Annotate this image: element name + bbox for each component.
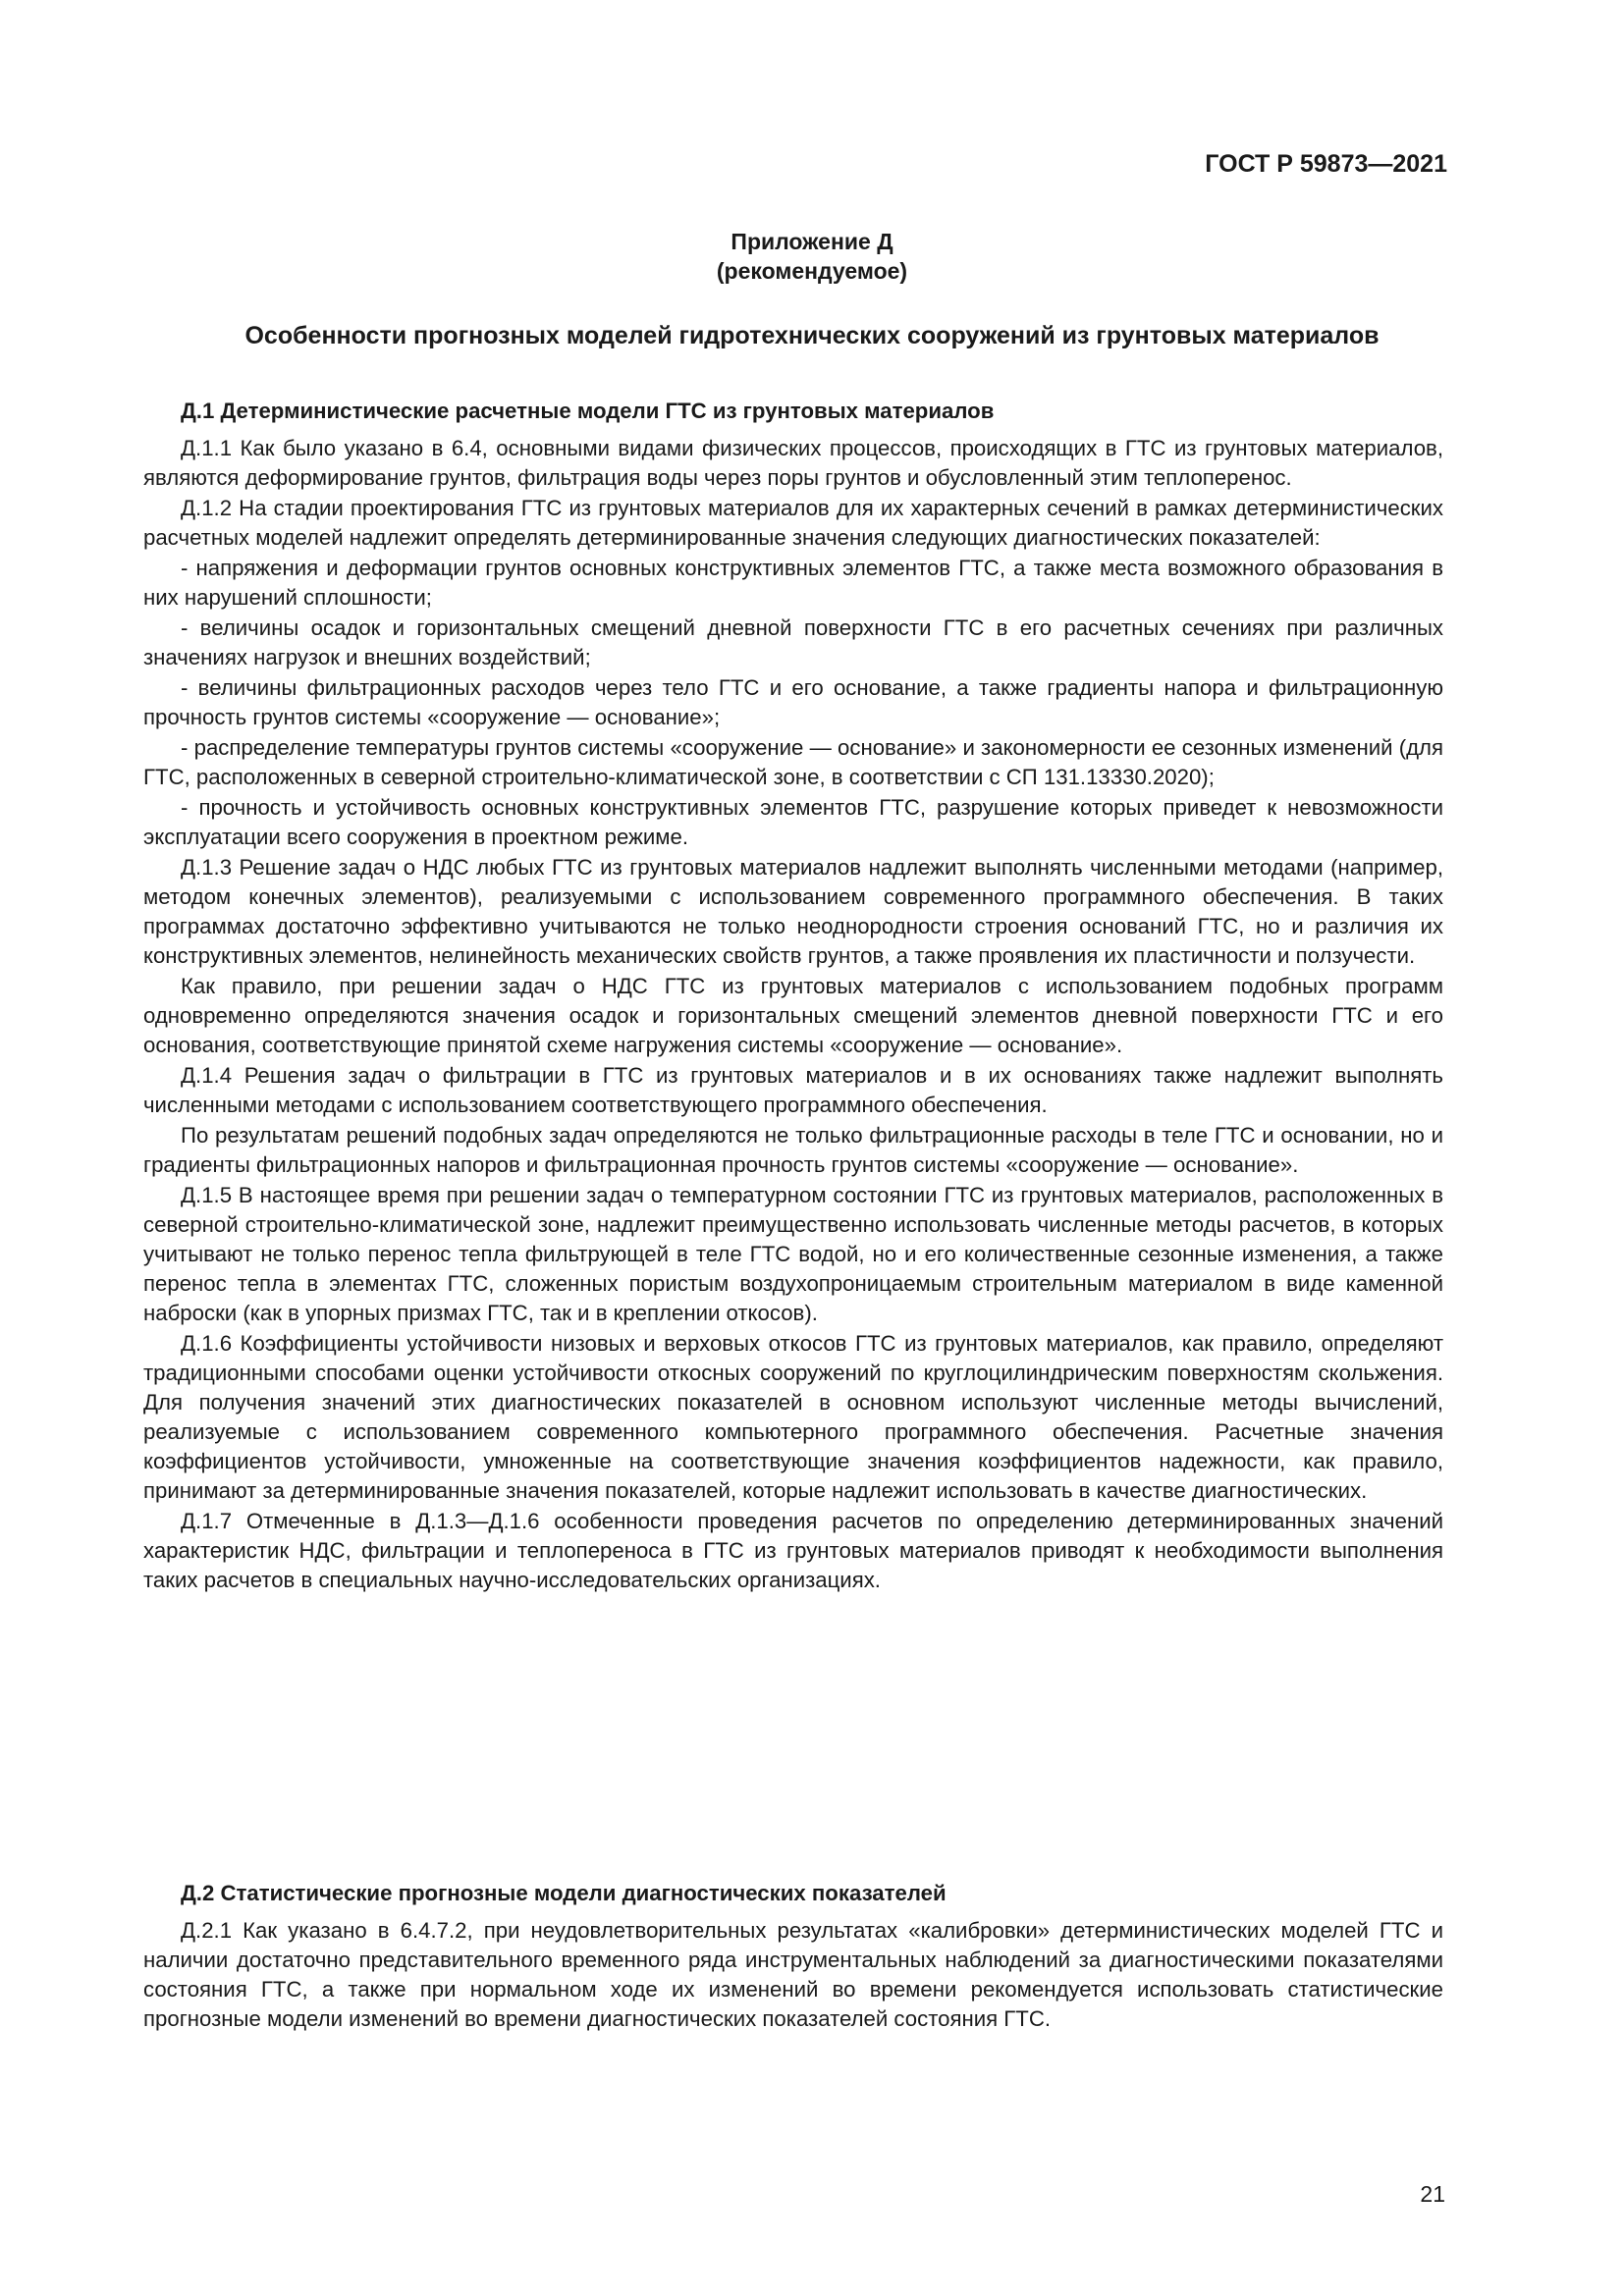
section-d1 [143, 397, 1443, 1596]
appendix-title: Приложение Д [731, 229, 893, 254]
paragraph-d-1-4: Д.1.4 Решения задач о фильтрации в ГТС из грунтовых материалов и в их основаниях также надлежит выполнять численными методами с использованием соответствующего программного обеспечения. [143, 1063, 1443, 1117]
section-heading: Д.2 Статистические прогнозные модели диагностических показателей [181, 1881, 947, 1905]
list-item: - величины фильтрационных расходов через тело ГТС и его основание, а также градиенты напора и фильтрационную прочность грунтов системы «сооружение — основание»; [143, 675, 1443, 729]
paragraph-d-2-1: Д.2.1 Как указано в 6.4.7.2, при неудовлетворительных результатах «калибровки» детерминистических моделей ГТС и наличии достаточно представительного временного ряда инструментальных наблюдений за диагностическими показателями состояния ГТС, а также при нормальном ходе их изменений во времени рекомендуется использовать статистические прогнозные модели изменений во времени диагностических показателей состояния ГТС. [143, 1918, 1443, 2031]
standard-number: ГОСТ Р 59873—2021 [1205, 150, 1447, 178]
paragraph-d-1-3: Д.1.3 Решение задач о НДС любых ГТС из грунтовых материалов надлежит выполнять численными методами (например, методом конечных элементов), реализуемыми с использованием современного программного обеспечения. В таких программах достаточно эффективно учитываются не только неоднородности строения оснований ГТС, но и различия их конструктивных элементов, нелинейность механических свойств грунтов, а также проявления их пластичности и ползучести. [143, 855, 1443, 968]
list-item: - прочность и устойчивость основных конструктивных элементов ГТС, разрушение которых приведет к невозможности эксплуатации всего сооружения в проектном режиме. [143, 795, 1443, 849]
list-item: - напряжения и деформации грунтов основных конструктивных элементов ГТС, а также места возможного образования в них нарушений сплошности; [143, 556, 1443, 610]
appendix-status: (рекомендуемое) [716, 258, 908, 284]
appendix-heading: Особенности прогнозных моделей гидротехнических сооружений из грунтовых материалов [244, 322, 1380, 349]
paragraph-d-1-3-cont: Как правило, при решении задач о НДС ГТС из грунтовых материалов с использованием подобных программ одновременно определяются значения осадок и горизонтальных смещений элементов дневной поверхности ГТС и его основания, соответствующие принятой схеме нагружения системы «сооружение — основание». [143, 974, 1443, 1057]
paragraph-d-1-4-cont: По результатам решений подобных задач определяются не только фильтрационные расходы в теле ГТС и основании, но и градиенты фильтрационных напоров и фильтрационная прочность грунтов системы «сооружение — основание». [143, 1123, 1443, 1177]
section-d2 [143, 1879, 1443, 2035]
page-number: 21 [1420, 2181, 1445, 2207]
list-item: - распределение температуры грунтов системы «сооружение — основание» и закономерности ее сезонных изменений (для ГТС, расположенных в северной строительно-климатической зоне, в соответствии с СП 131.13330.2020); [143, 735, 1443, 789]
paragraph-d-1-2: Д.1.2 На стадии проектирования ГТС из грунтовых материалов для их характерных сечений в рамках детерминистических расчетных моделей надлежит определять детерминированные значения следующих диагностических показателей: [143, 496, 1443, 550]
paragraph-d-1-5: Д.1.5 В настоящее время при решении задач о температурном состоянии ГТС из грунтовых материалов, расположенных в северной строительно-климатической зоне, надлежит преимущественно использовать численные методы расчетов, в которых учитывают не только перенос тепла фильтрующей в теле ГТС водой, но и его количественные сезонные изменения, а также перенос тепла в элементах ГТС, сложенных пористым воздухопроницаемым строительным материалом в виде каменной наброски (как в упорных призмах ГТС, так и в креплении откосов). [143, 1183, 1443, 1325]
section-heading: Д.1 Детерминистические расчетные модели ГТС из грунтовых материалов [181, 399, 995, 423]
paragraph-d-1-1: Д.1.1 Как было указано в 6.4, основными видами физических процессов, происходящих в ГТС из грунтовых материалов, являются деформирование грунтов, фильтрация воды через поры грунтов и обусловленный этим теплоперенос. [143, 436, 1443, 490]
paragraph-d-1-7: Д.1.7 Отмеченные в Д.1.3—Д.1.6 особенности проведения расчетов по определению детерминированных значений характеристик НДС, фильтрации и теплопереноса в ГТС из грунтовых материалов приводят к необходимости выполнения таких расчетов в специальных научно-исследовательских организациях. [143, 1509, 1443, 1592]
list-item: - величины осадок и горизонтальных смещений дневной поверхности ГТС в его расчетных сечениях при различных значениях нагрузок и внешних воздействий; [143, 615, 1443, 669]
paragraph-d-1-6: Д.1.6 Коэффициенты устойчивости низовых и верховых откосов ГТС из грунтовых материалов, как правило, определяют традиционными способами оценки устойчивости откосных сооружений по круглоцилиндрическим поверхностям скольжения. Для получения значений этих диагностических показателей в основном используют численные методы вычислений, реализуемые с использованием современного компьютерного программного обеспечения. Расчетные значения коэффициентов устойчивости, умноженные на соответствующие значения коэффициентов надежности, как правило, принимают за детерминированные значения показателей, которые надлежит использовать в качестве диагностических. [143, 1331, 1443, 1503]
